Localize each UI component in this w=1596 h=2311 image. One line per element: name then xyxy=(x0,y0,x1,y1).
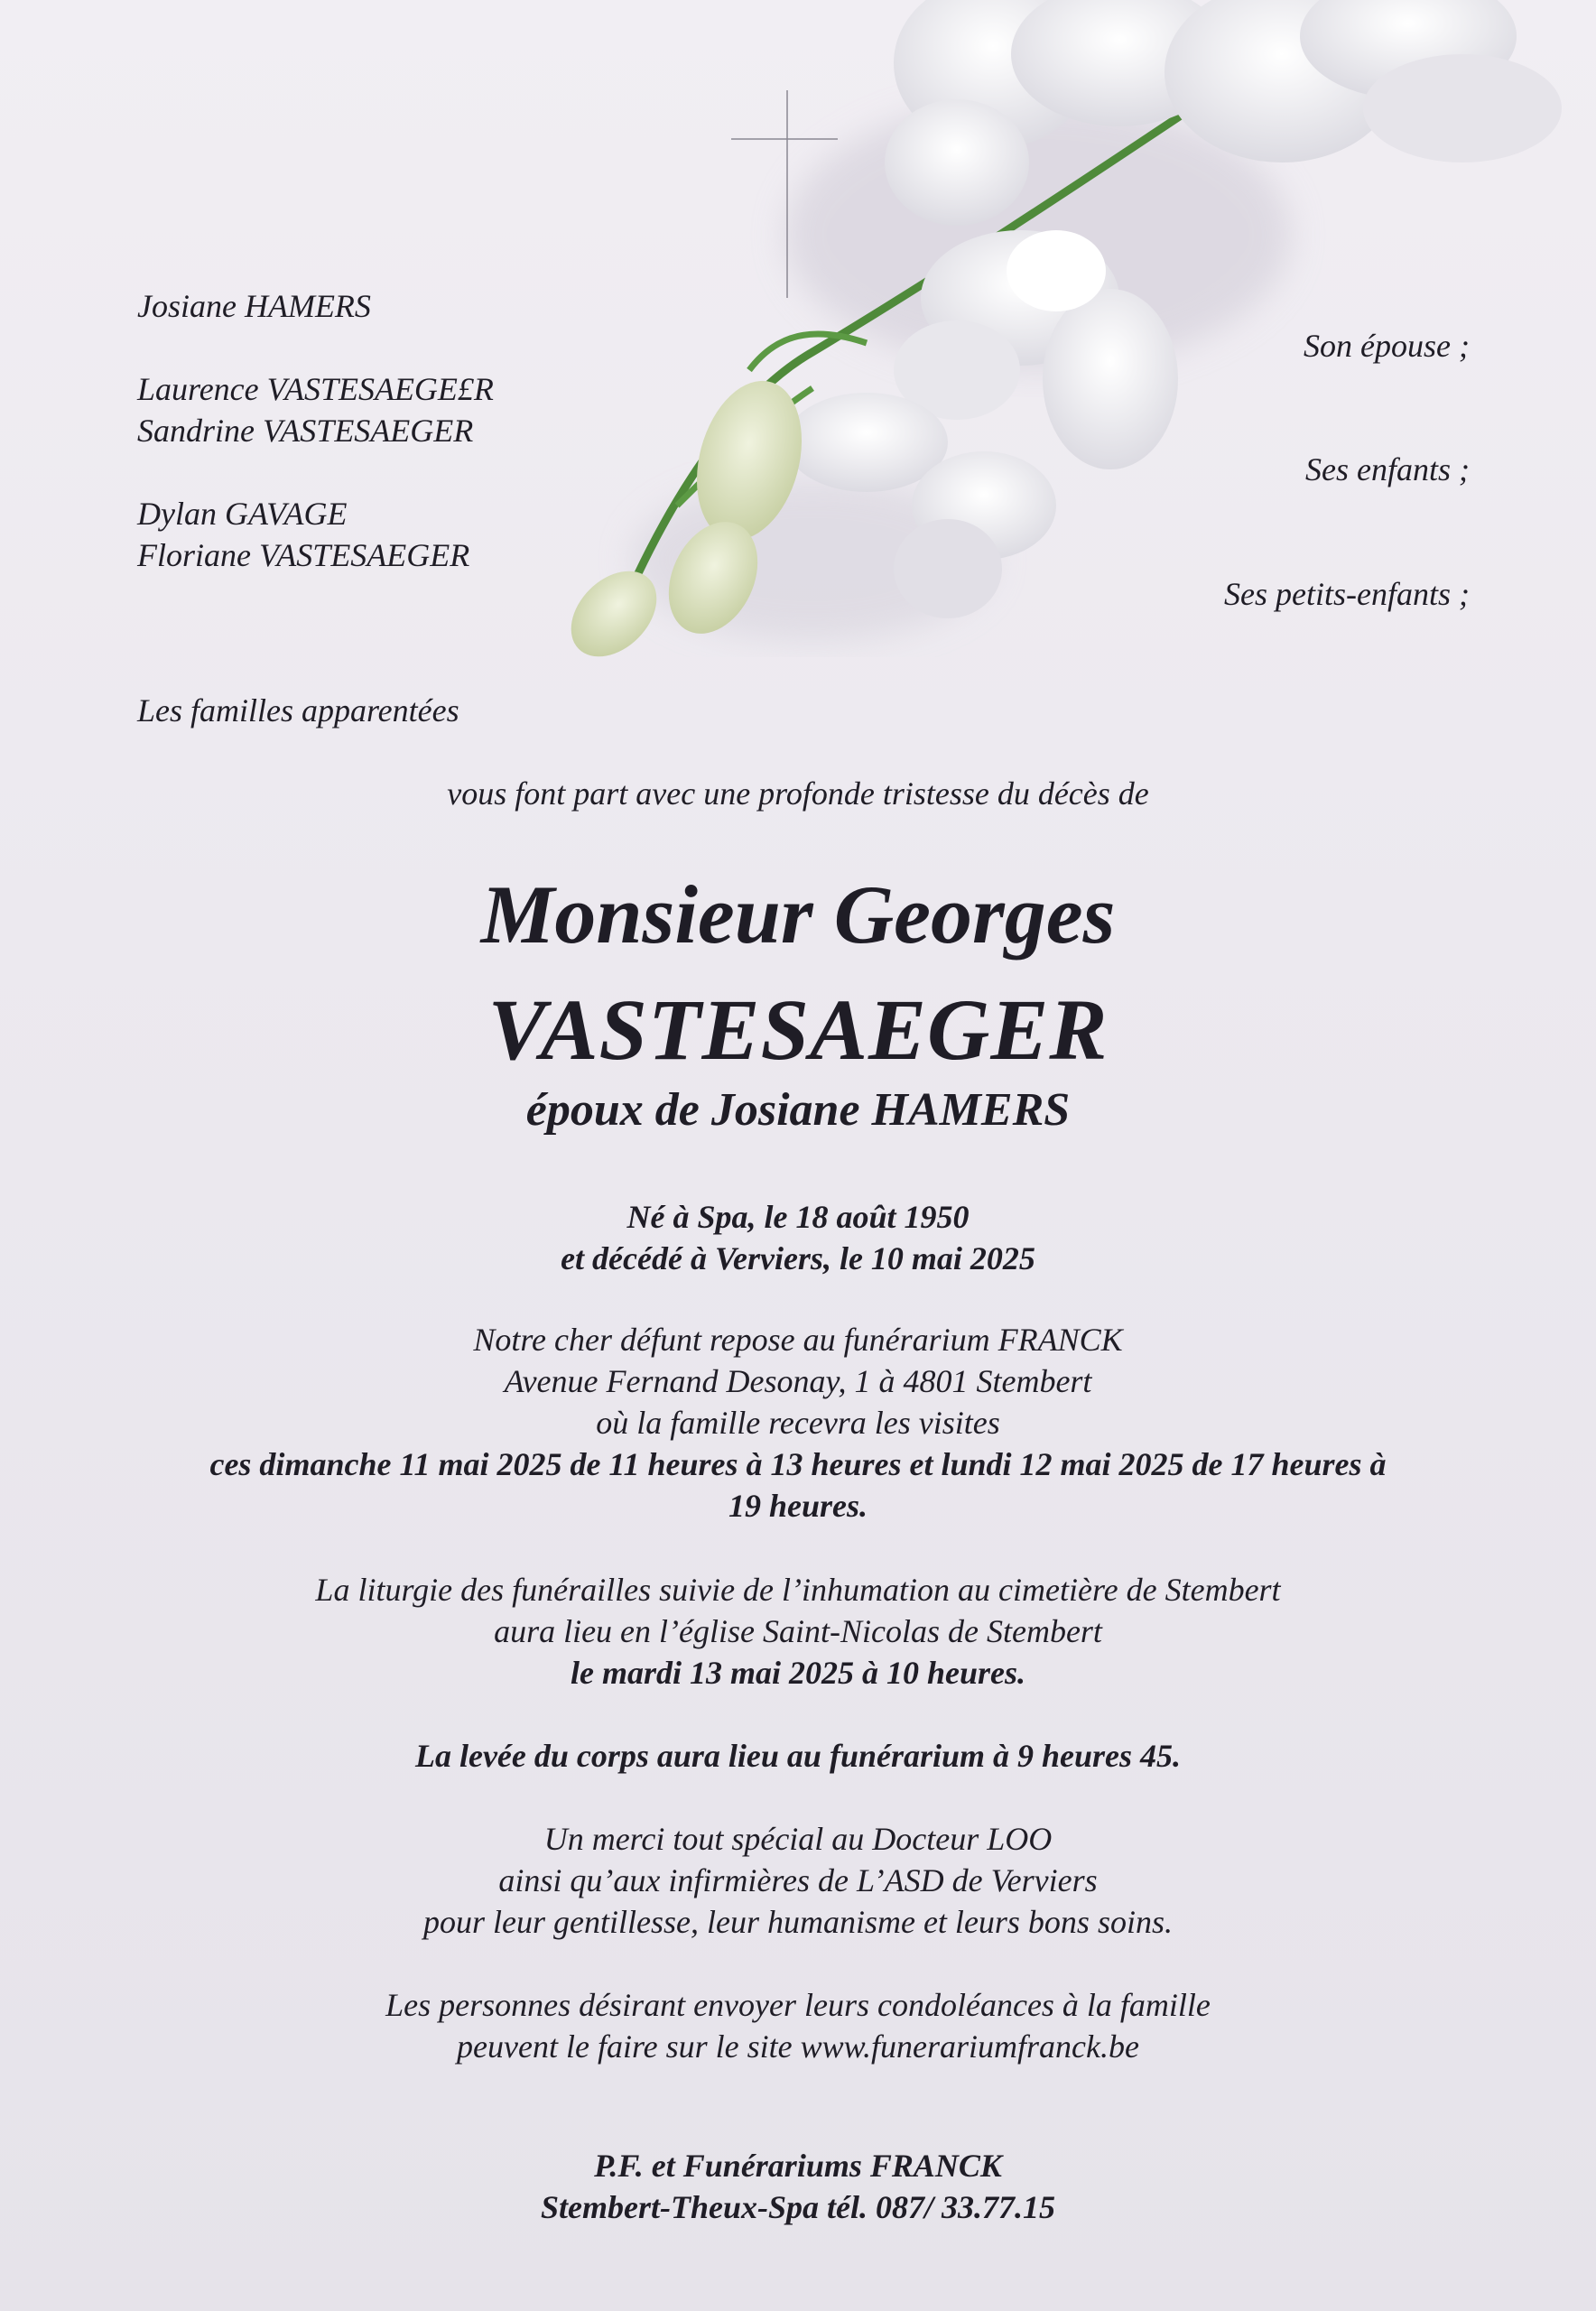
child-name: Laurence VASTESAEGE£R xyxy=(137,371,494,407)
grandchildren-group xyxy=(137,493,494,576)
liturgy-block xyxy=(0,1569,1596,1694)
liturgy-line: La liturgie des funérailles suivie de l’inhumation au cimetière de Stembert xyxy=(315,1572,1281,1608)
address-line: Avenue Fernand Desonay, 1 à 4801 Stembert xyxy=(504,1363,1092,1399)
liturgy-date: le mardi 13 mai 2025 à 10 heures. xyxy=(570,1655,1026,1691)
announcement-intro: vous font part avec une profonde tristesse du décès de xyxy=(447,775,1149,812)
grandchild-name: Dylan GAVAGE xyxy=(137,496,348,532)
relation-children: Ses enfants ; xyxy=(1305,451,1470,487)
birth-death-block xyxy=(0,1196,1596,1279)
condolences-website: peuvent le faire sur le site www.funerariumfranck.be xyxy=(457,2028,1139,2065)
church-line: aura lieu en l’église Saint-Nicolas de Stembert xyxy=(494,1613,1102,1649)
deceased-name-line2: VASTESAEGER xyxy=(487,981,1109,1078)
cross-icon xyxy=(786,90,788,298)
cross-icon-bar xyxy=(731,138,838,140)
deceased-spouse-of: époux de Josiane HAMERS xyxy=(525,1084,1071,1136)
rest-line: Notre cher défunt repose au funérarium FRANCK xyxy=(473,1322,1123,1358)
condolences-block xyxy=(0,1984,1596,2067)
rest-block xyxy=(0,1319,1596,1527)
visits-line: où la famille recevra les visites xyxy=(596,1405,1000,1441)
levee-line: La levée du corps aura lieu au funérarium à 9 heures 45. xyxy=(414,1738,1182,1774)
relatives-line: Les familles apparentées xyxy=(137,692,459,729)
thanks-block xyxy=(0,1818,1596,1943)
death-line: et décédé à Verviers, le 10 mai 2025 xyxy=(561,1240,1035,1276)
family-list xyxy=(137,285,494,617)
relation-grandchildren: Ses petits-enfants ; xyxy=(1224,576,1470,612)
spouse-name: Josiane HAMERS xyxy=(137,288,371,324)
thanks-line: pour leur gentillesse, leur humanisme et leurs bons soins. xyxy=(423,1904,1173,1940)
condolences-line: Les personnes désirant envoyer leurs condoléances à la famille xyxy=(385,1987,1211,2023)
birth-line: Né à Spa, le 18 août 1950 xyxy=(626,1199,970,1235)
funeral-home-name: P.F. et Funérariums FRANCK xyxy=(594,2148,1002,2184)
children-group xyxy=(137,368,494,451)
relation-spouse: Son épouse ; xyxy=(1304,328,1470,364)
grandchild-name: Floriane VASTESAEGER xyxy=(137,537,470,573)
thanks-line: Un merci tout spécial au Docteur LOO xyxy=(543,1821,1053,1857)
funeral-home-contact: Stembert-Theux-Spa tél. 087/ 33.77.15 xyxy=(541,2189,1055,2225)
child-name: Sandrine VASTESAEGER xyxy=(137,413,474,449)
spouse-group xyxy=(137,285,494,327)
funeral-home-block xyxy=(0,2145,1596,2228)
visits-schedule: ces dimanche 11 mai 2025 de 11 heures à 13 heures et lundi 12 mai 2025 de 17 heures à xyxy=(209,1446,1387,1482)
visits-schedule-end: 19 heures. xyxy=(728,1488,868,1524)
thanks-line: ainsi qu’aux infirmières de L’ASD de Verviers xyxy=(498,1862,1098,1898)
deceased-name-line1: Monsieur Georges xyxy=(480,868,1116,961)
